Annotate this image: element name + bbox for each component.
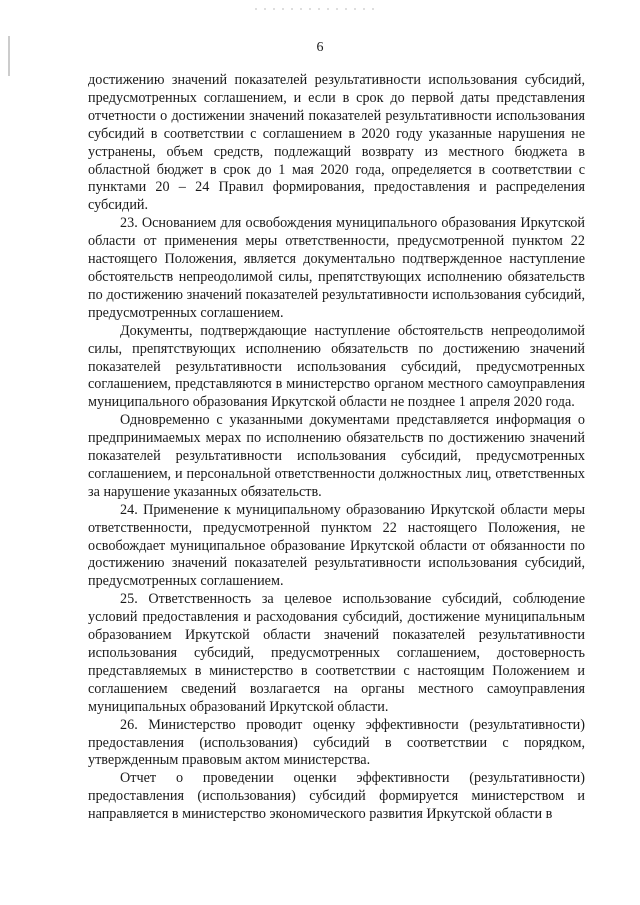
paragraph-report: Отчет о проведении оценки эффективности (результативности) предоставления (использования) субсидий формируется министерством и направляется в министерство экономического развития Иркутской области в bbox=[88, 770, 585, 823]
paragraph-information: Одновременно с указанными документами представляется информация о предпринимаемых мерах по исполнению обязательств по достижению значений показателей результативности использования субсидий, предусмотренных соглашением, и персональной ответственности должностных лиц, ответственных за нарушение указанных обязательств. bbox=[88, 412, 585, 500]
document-body bbox=[88, 72, 585, 824]
paragraph-documents: Документы, подтверждающие наступление обстоятельств непреодолимой силы, препятствующих исполнению обязательств по достижению значений показателей результативности использования субсидий, предусмотренных соглашением, представляются в министерство органом местного самоуправления муниципального образования Иркутской области не позднее 1 апреля 2020 года. bbox=[88, 322, 585, 411]
paragraph-26: 26. Министерство проводит оценку эффективности (результативности) предоставления (использования) субсидий в соответствии с порядком, утвержденным правовым актом министерства. bbox=[88, 716, 585, 769]
paragraph-24: 24. Применение к муниципальному образованию Иркутской области меры ответственности, предусмотренной пунктом 22 настоящего Положения, не освобождает муниципальное образование Иркутской области от обязанности по достижению значений показателей результативности использования субсидий, предусмотренных соглашением. bbox=[88, 501, 585, 590]
paragraph-25: 25. Ответственность за целевое использование субсидий, соблюдение условий предоставления и расходования субсидий, достижение муниципальным образованием Иркутской области значений показателей результативности использования субсидий, предусмотренных соглашением, достоверность представляемых в министерство в соответствии с настоящим Положением и соглашением сведений возлагается на органы местного самоуправления муниципальных образований Иркутской области. bbox=[88, 591, 585, 715]
paragraph-23: 23. Основанием для освобождения муниципального образования Иркутской области от применения меры ответственности, предусмотренной пунктом 22 настоящего Положения, является документально подтвержденное наступление обстоятельств непреодолимой силы, препятствующих исполнению обязательств по достижению значений показателей результативности использования субсидий, предусмотренных соглашением. bbox=[88, 215, 585, 321]
paragraph-continuation: достижению значений показателей результативности использования субсидий, предусмотренных соглашением, и если в срок до первой даты представления отчетности о достижении значений показателей результативности использования субсидий в соответствии с соглашением в 2020 году указанные нарушения не устранены, объем средств, подлежащий возврату из местного бюджета в областной бюджет в срок до 1 мая 2020 года, определяется в соответствии с пунктами 20 – 24 Правил формирования, предоставления и распределения субсидий. bbox=[88, 72, 585, 214]
scan-artifact bbox=[255, 8, 375, 10]
page-number: 6 bbox=[316, 40, 324, 55]
